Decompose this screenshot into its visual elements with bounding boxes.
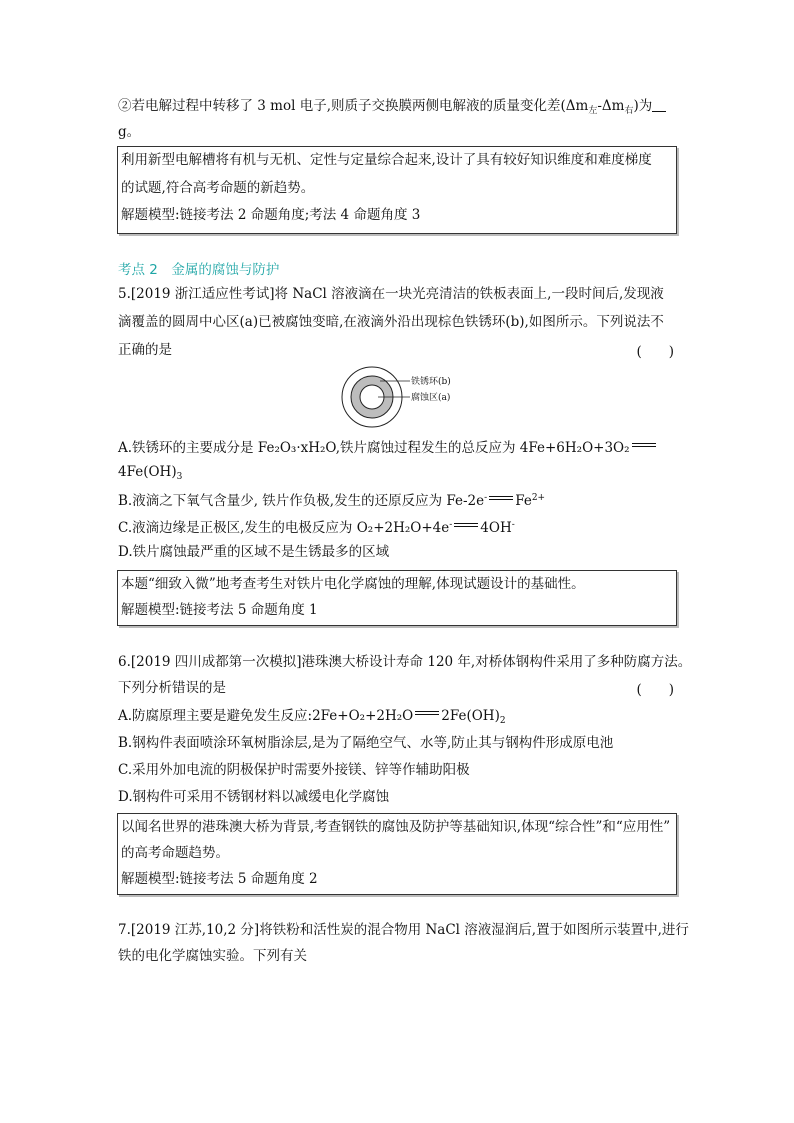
- q5-option-a-line1[interactable]: A.铁锈环的主要成分是 Fe₂O₃·xH₂O,铁片腐蚀过程发生的总反应为 4Fe+6H₂O+3O₂: [118, 438, 658, 458]
- q6-line2: 下列分析错误的是: [118, 680, 226, 696]
- commentary-box-2: 本题“细致入微”地考查考生对铁片电化学腐蚀的理解,体现试题设计的基础性。 解题模型:链接考法 5 命题角度 1: [117, 570, 677, 626]
- q4-part2-line2: g。: [118, 124, 141, 140]
- q6-option-b[interactable]: B.钢构件表面喷涂环氧树脂涂层,是为了隔绝空气、水等,防止其与钢构件形成原电池: [118, 735, 614, 751]
- q5-line3: 正确的是: [118, 342, 172, 358]
- equals-sign: [454, 522, 478, 530]
- answer-blank[interactable]: [652, 99, 666, 112]
- commentary-box-1: 利用新型电解槽将有机与无机、定性与定量综合起来,设计了具有较好知识维度和难度梯度 的试题,符合高考命题的新趋势。 解题模型:链接考法 2 命题角度;考法 4 命题角度 3: [117, 146, 677, 234]
- q5-line1: 5.[2019 浙江适应性考试]将 NaCl 溶液滴在一块光亮清洁的铁板表面上,一段时间后,发现液: [118, 286, 664, 302]
- section-heading: 考点 2 金属的腐蚀与防护: [118, 262, 280, 278]
- q4-part2-line1: ②若电解过程中转移了 3 mol 电子,则质子交换膜两侧电解液的质量变化差$(\Delta m_左-\Delta m_右)$为: [118, 96, 666, 121]
- q5-option-a-line2: $4Fe(OH)_3$: [118, 464, 183, 482]
- q6-option-a[interactable]: A.防腐原理主要是避免发生反应:2Fe+O₂+2H₂O $2Fe(OH)_2$: [118, 708, 506, 726]
- rust-ring-diagram: [340, 365, 460, 429]
- commentary-box-3: 以闻名世界的港珠澳大桥为背景,考查钢铁的腐蚀及防护等基础知识,体现“综合性”和“应用性” 的高考命题趋势。 解题模型:链接考法 5 命题角度 2: [117, 813, 677, 895]
- equals-sign: [489, 495, 513, 503]
- q5-option-b[interactable]: B.液滴之下氧气含量少, 铁片作负极,发生的还原反应为 Fe-2e- $Fe^{2+}$: [118, 493, 546, 509]
- q5-answer-paren[interactable]: ( ): [636, 344, 674, 360]
- q7-line2: 铁的电化学腐蚀实验。下列有关: [118, 948, 307, 964]
- equals-sign: [632, 442, 656, 450]
- label-corrosion-zone: 腐蚀区(a): [411, 393, 451, 403]
- q6-option-d[interactable]: D.钢构件可采用不锈钢材料以减缓电化学腐蚀: [118, 789, 390, 805]
- q5-option-d[interactable]: D.铁片腐蚀最严重的区域不是生锈最多的区域: [118, 544, 390, 560]
- label-rust-ring: 铁锈环(b): [411, 377, 451, 387]
- equals-sign: [415, 710, 439, 718]
- q5-line2: 滴覆盖的圆周中心区(a)已被腐蚀变暗,在液滴外沿出现棕色铁锈环(b),如图所示。下列说法不: [118, 314, 664, 330]
- q5-option-c[interactable]: C.液滴边缘是正极区,发生的电极反应为 O₂+2H₂O+4e- 4OH-: [118, 520, 515, 536]
- q6-line1: 6.[2019 四川成都第一次模拟]港珠澳大桥设计寿命 120 年,对桥体钢构件采用了多种防腐方法。: [118, 654, 692, 670]
- q6-option-c[interactable]: C.采用外加电流的阴极保护时需要外接镁、锌等作辅助阳极: [118, 762, 470, 778]
- q6-answer-paren[interactable]: ( ): [636, 682, 674, 698]
- q7-line1: 7.[2019 江苏,10,2 分]将铁粉和活性炭的混合物用 NaCl 溶液湿润后,置于如图所示装置中,进行: [118, 922, 689, 938]
